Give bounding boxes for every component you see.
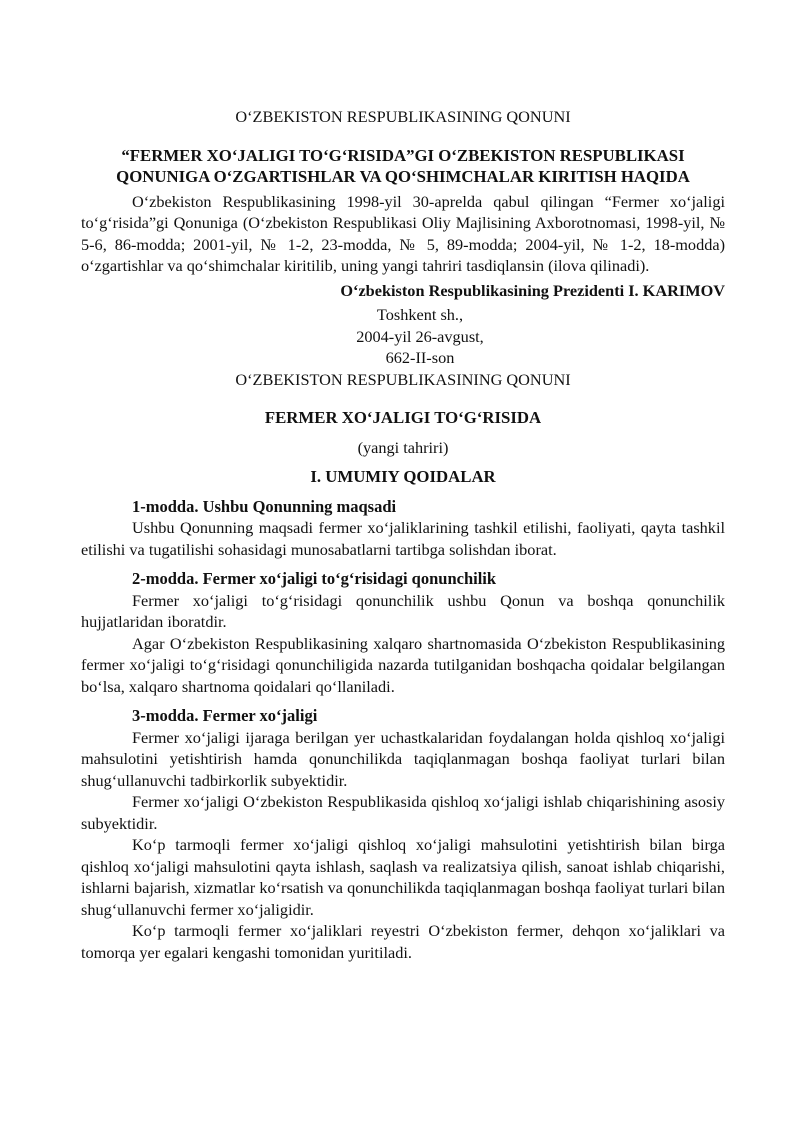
article-3-paragraph-4: Ko‘p tarmoqli fermer xo‘jaliklari reyestri O‘zbekiston fermer, dehqon xo‘jaliklari va tomorqa yer egalari kengashi tomonidan yuritiladi. <box>81 921 725 962</box>
signing-date: 2004-yil 26-avgust, <box>356 326 484 346</box>
article-3-paragraph-2: Fermer xo‘jaligi O‘zbekiston Respublikasida qishloq xo‘jaligi ishlab chiqarishining asosiy subyektidir. <box>81 792 725 833</box>
intro-paragraph: O‘zbekiston Respublikasining 1998-yil 30-aprelda qabul qilingan “Fermer xo‘jaligi to‘g‘risida”gi Qonuniga (O‘zbekiston Respublikasi Oliy Majlisining Axborotnomasi, 1998-yil, № 5-6, 86-modda; 2001-yil, № 1-2, 23-modda, № 5, 89-modda; 2004-yil, № 1-2, 18-modda) o‘zgartishlar va qo‘shimchalar kiritilib, uning yangi tahriri tasdiqlansin (ilova qilinadi). <box>81 191 725 275</box>
article-1-paragraph-1: Ushbu Qonunning maqsadi fermer xo‘jaliklarining tashkil etilishi, faoliyati, qayta tashkil etilishi va tugatilishi sohasidagi munosabatlarni tartibga solishdan iborat. <box>81 518 725 559</box>
article-1-title: 1-modda. Ushbu Qonunning maqsadi <box>132 496 397 516</box>
amendment-title: “FERMER XO‘JALIGI TO‘G‘RISIDA”GI O‘ZBEKISTON RESPUBLIKASI QONUNIGA O‘ZGARTISHLAR VA QO‘SHIMCHALAR KIRITISH HAQIDA <box>116 145 690 186</box>
signing-details <box>81 304 725 369</box>
article-3-paragraph-3: Ko‘p tarmoqli fermer xo‘jaligi qishloq xo‘jaligi mahsulotini yetishtirish bilan birga qishloq xo‘jaligi mahsulotini qayta ishlash, saqlash va realizatsiya qilish, sanoat ishlab chiqarishi, ishlarni bajarish, xizmatlar ko‘rsatish va qonunchilikda taqiqlanmagan boshqa faoliyat turlari bilan shug‘ullanuvchi fermer xo‘jaligidir. <box>81 835 725 919</box>
section-title: I. UMUMIY QOIDALAR <box>310 467 496 486</box>
law-number: 662-II-son <box>385 348 455 367</box>
edition-note: (yangi tahriri) <box>357 437 449 457</box>
article-2-paragraph-2: Agar O‘zbekiston Respublikasining xalqaro shartnomasida O‘zbekiston Respublikasining fermer xo‘jaligi to‘g‘risidagi qonunchiligida nazarda tutilganidan boshqacha qoidalar belgilangan bo‘lsa, xalqaro shartnoma qoidalari qo‘llaniladi. <box>81 633 725 696</box>
president-signature: O‘zbekiston Respublikasining Prezidenti I. KARIMOV <box>340 280 725 300</box>
article-3-title: 3-modda. Fermer xo‘jaligi <box>132 706 318 725</box>
law-title: FERMER XO‘JALIGI TO‘G‘RISIDA <box>264 408 542 427</box>
signing-place: Toshkent sh., <box>376 305 464 324</box>
article-3-paragraph-1: Fermer xo‘jaligi ijaraga berilgan yer uchastkalaridan foydalangan holda qishloq xo‘jaligi mahsulotini yetishtirish hamda qonunchilikda taqiqlanmagan boshqa faoliyat turlari bilan shug‘ullanuvchi tadbirkorlik subyektidir. <box>81 727 725 790</box>
article-2-title: 2-modda. Fermer xo‘jaligi to‘g‘risidagi qonunchilik <box>132 569 497 588</box>
document-page <box>81 106 725 963</box>
law-header-2: O‘ZBEKISTON RESPUBLIKASINING QONUNI <box>235 369 571 389</box>
article-2-paragraph-1: Fermer xo‘jaligi to‘g‘risidagi qonunchilik ushbu Qonun va boshqa qonunchilik hujjatlaridan iboratdir. <box>81 590 725 631</box>
law-header: O‘ZBEKISTON RESPUBLIKASINING QONUNI <box>235 107 571 126</box>
